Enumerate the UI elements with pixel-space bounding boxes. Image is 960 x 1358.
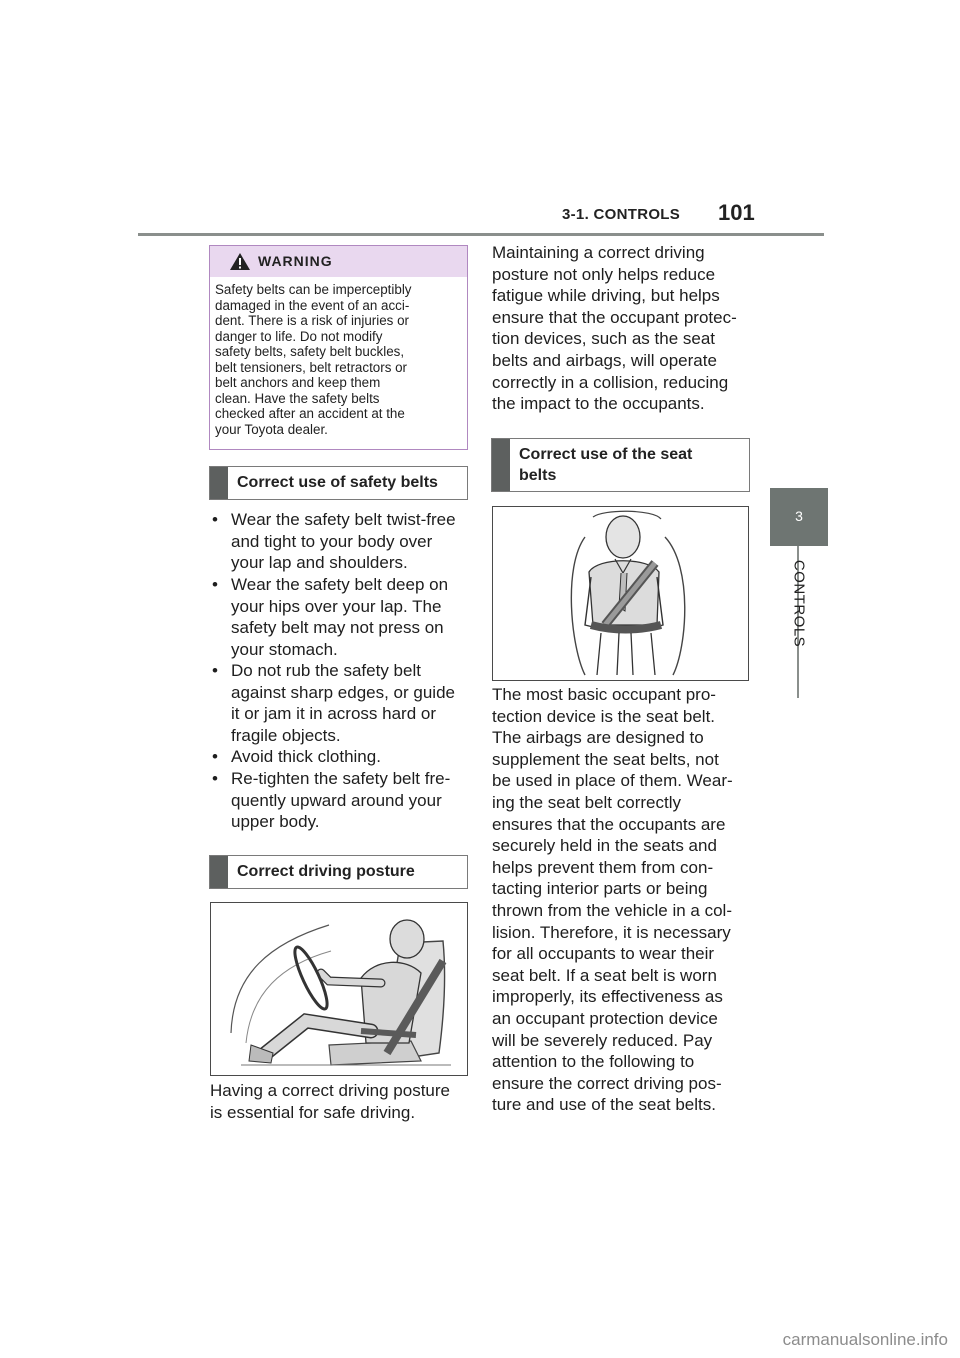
list-item — [212, 509, 472, 575]
list-item — [212, 768, 472, 834]
section-heading-bar — [210, 856, 228, 888]
bullet-marker: • — [212, 769, 218, 788]
paragraph-line: tacting interior parts or being — [492, 879, 708, 899]
list-item-line: Avoid thick clothing. — [231, 747, 381, 766]
posture-intro-paragraph — [492, 242, 754, 415]
page-number: 101 — [718, 200, 755, 225]
warning-box — [209, 245, 468, 450]
footer-watermark: carmanualsonline.info — [782, 1330, 948, 1349]
bullet-marker: • — [212, 575, 218, 594]
list-item-line: Do not rub the safety belt — [231, 661, 421, 680]
paragraph-line: will be severely reduced. Pay — [492, 1030, 713, 1050]
warning-line: danger to life. Do not modify — [215, 328, 383, 344]
list-item — [212, 574, 472, 662]
warning-line: clean. Have the safety belts — [215, 390, 380, 406]
paragraph-line: Maintaining a correct driving — [492, 243, 705, 262]
paragraph-line: ture and use of the seat belts. — [492, 1095, 716, 1115]
paragraph-line: improperly, its effectiveness as — [492, 987, 723, 1007]
warning-triangle-icon — [229, 252, 251, 271]
section-heading-text: Correct driving posture — [237, 863, 415, 880]
list-item-line: Re-tighten the safety belt fre- — [231, 769, 451, 788]
driving-posture-illustration — [210, 902, 468, 1076]
list-item-line: your stomach. — [231, 639, 338, 659]
bullet-marker: • — [212, 510, 218, 529]
paragraph-line: the impact to the occupants. — [492, 394, 705, 414]
section-heading-bar — [210, 467, 228, 499]
paragraph-line: seat belt. If a seat belt is worn — [492, 965, 717, 985]
paragraph-line: thrown from the vehicle in a col- — [492, 900, 732, 920]
list-item-line: Wear the safety belt deep on — [231, 575, 449, 594]
bullet-marker: • — [212, 661, 218, 680]
list-item-line: fragile objects. — [231, 725, 341, 745]
list-item-line: upper body. — [231, 812, 320, 832]
list-item-line: safety belt may not press on — [231, 618, 444, 638]
paragraph-line: posture not only helps reduce — [492, 264, 716, 284]
section-heading-driving-posture — [209, 855, 468, 889]
warning-title: WARNING — [258, 253, 333, 269]
paragraph-line: attention to the following to — [492, 1052, 695, 1072]
seat-belt-drawing — [493, 507, 748, 680]
list-item-line: against sharp edges, or guide — [231, 682, 455, 702]
list-item — [212, 746, 472, 768]
section-title: 3-1. CONTROLS — [562, 206, 681, 223]
paragraph-line: tection device is the seat belt. — [492, 706, 716, 726]
paragraph-line: for all occupants to wear their — [492, 944, 715, 964]
warning-line: belt tensioners, belt retractors or — [215, 359, 408, 375]
paragraph-line: helps prevent them from con- — [492, 857, 714, 877]
section-heading-bar — [492, 439, 510, 491]
chapter-number: 3 — [795, 508, 803, 524]
paragraph-line: belts and airbags, will operate — [492, 350, 717, 370]
warning-line: checked after an accident at the — [215, 406, 405, 421]
paragraph-line: lision. Therefore, it is necessary — [492, 922, 731, 942]
warning-header — [210, 246, 467, 277]
paragraph-line: securely held in the seats and — [492, 836, 717, 856]
section-heading-safety-belts — [209, 466, 468, 500]
list-item-line: it or jam it in across hard or — [231, 704, 437, 724]
warning-line: Safety belts can be imperceptibly — [215, 282, 412, 297]
paragraph-line: Having a correct driving posture — [210, 1081, 451, 1100]
header-divider — [138, 233, 824, 236]
paragraph-line: fatigue while driving, but helps — [492, 286, 720, 306]
section-heading-line: belts — [519, 467, 557, 484]
seat-belt-paragraph — [492, 684, 754, 1116]
section-heading-seat-belts — [491, 438, 750, 492]
paragraph-line: ensure that the occupant protec- — [492, 307, 737, 327]
list-item-line: quently upward around your — [231, 790, 442, 810]
warning-text — [215, 282, 462, 437]
bullet-marker: • — [212, 747, 218, 766]
paragraph-line: The airbags are designed to — [492, 728, 704, 748]
warning-line: damaged in the event of an acci- — [215, 297, 410, 313]
posture-caption — [210, 1080, 472, 1123]
paragraph-line: an occupant protection device — [492, 1008, 718, 1028]
paragraph-line: be used in place of them. Wear- — [492, 771, 733, 791]
chapter-label: CONTROLS — [790, 559, 808, 648]
warning-line: dent. There is a risk of injuries or — [215, 313, 410, 328]
list-item-line: Wear the safety belt twist-free — [231, 510, 456, 529]
paragraph-line: is essential for safe driving. — [210, 1102, 416, 1122]
paragraph-line: ensure the correct driving pos- — [492, 1073, 722, 1093]
list-item — [212, 660, 472, 748]
driving-posture-drawing — [211, 903, 467, 1075]
warning-line: your Toyota dealer. — [215, 421, 328, 437]
warning-line: belt anchors and keep them — [215, 375, 381, 390]
list-item-line: your hips over your lap. The — [231, 596, 442, 616]
section-heading-text — [519, 444, 692, 486]
paragraph-line: correctly in a collision, reducing — [492, 372, 729, 392]
paragraph-line: ensures that the occupants are — [492, 814, 726, 834]
paragraph-line: tion devices, such as the seat — [492, 329, 716, 349]
list-item-line: your lap and shoulders. — [231, 553, 408, 573]
section-heading-line: Correct use of the seat — [519, 446, 693, 463]
list-item-line: and tight to your body over — [231, 531, 433, 551]
seat-belt-illustration — [492, 506, 749, 681]
paragraph-line: supplement the seat belts, not — [492, 749, 719, 769]
paragraph-line: The most basic occupant pro- — [492, 685, 716, 704]
section-heading-text: Correct use of safety belts — [237, 474, 438, 491]
paragraph-line: ing the seat belt correctly — [492, 792, 681, 812]
warning-line: safety belts, safety belt buckles, — [215, 344, 405, 359]
